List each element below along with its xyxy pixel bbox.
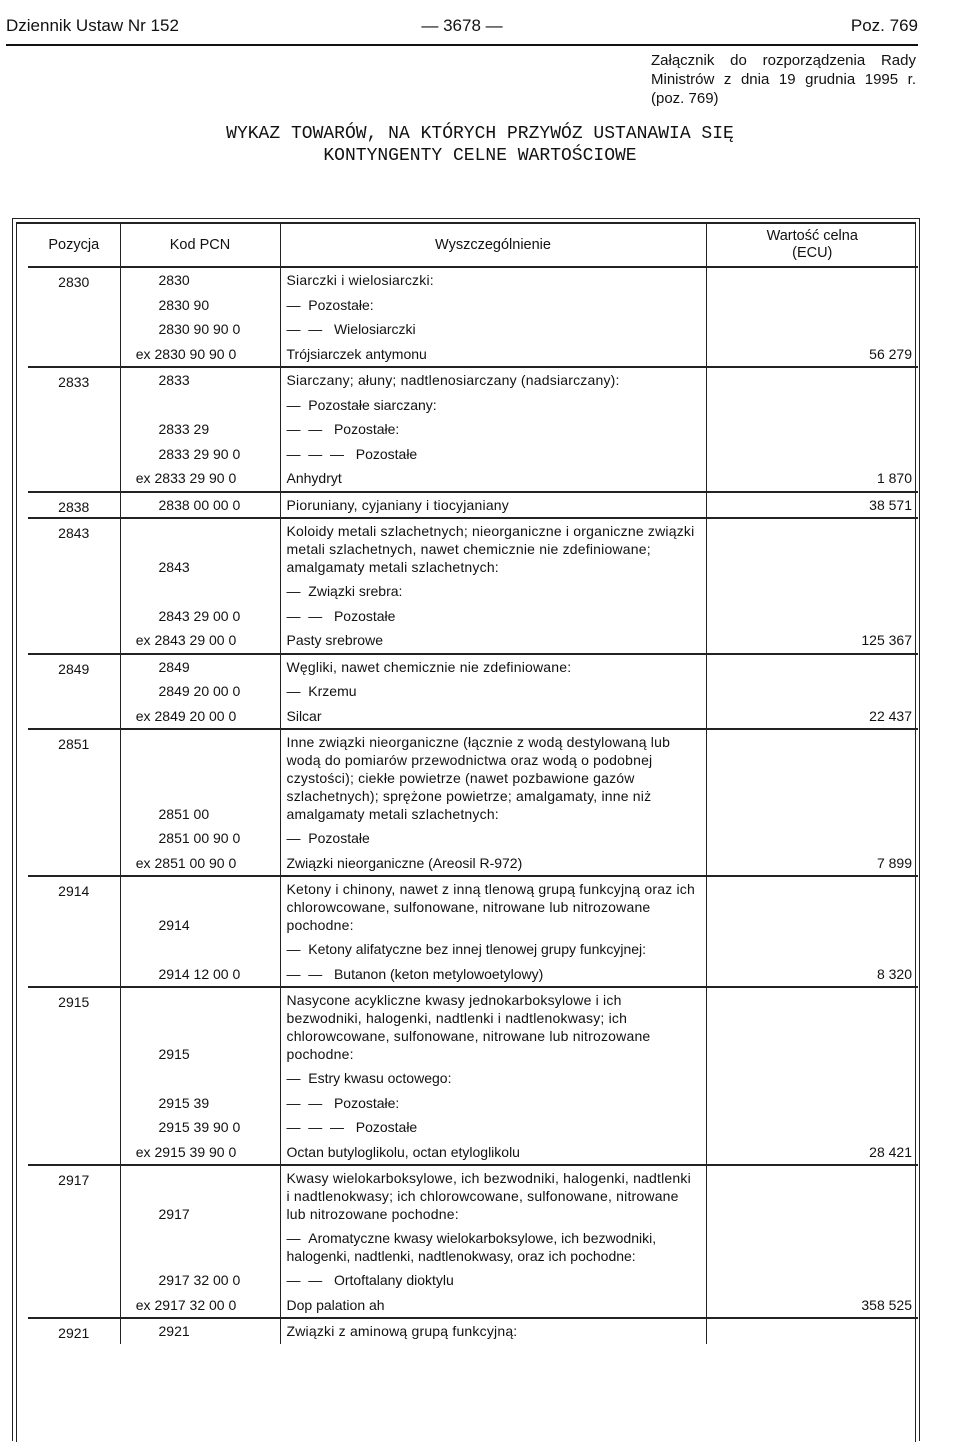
description-line: Siarczki i wielosiarczki: (286, 272, 434, 288)
position-cell: 2830 (28, 267, 120, 367)
code-line (121, 519, 280, 579)
ex-marker: ex (135, 1296, 151, 1313)
code-cell (120, 654, 280, 730)
quota-table (28, 224, 918, 1344)
ex-marker: ex (135, 345, 151, 362)
code-line (121, 704, 280, 729)
table-row (28, 876, 918, 987)
value-cell (706, 267, 918, 367)
description-cell (280, 1165, 706, 1318)
description-line: — — Pozostałe: (281, 1091, 706, 1116)
pcn-code: 2830 90 90 0 (158, 321, 241, 337)
description-cell (280, 987, 706, 1165)
code-line (121, 293, 280, 318)
position-cell: 2851 (28, 729, 120, 876)
code-line (121, 679, 280, 704)
value-line (707, 655, 919, 680)
code-line (121, 1268, 280, 1293)
document-title-line-2: KONTYNGENTY CELNE WARTOŚCIOWE (323, 146, 637, 166)
value-cell (706, 729, 918, 876)
pcn-code: 2833 29 90 0 (154, 470, 237, 486)
value-line (707, 679, 919, 704)
value-line: 7 899 (876, 854, 912, 871)
description-line: — Związki srebra: (281, 579, 706, 604)
value-line (707, 1166, 919, 1226)
value-line (707, 1319, 919, 1344)
description-line: Kwasy wielokarboksylowe, ich bezwodniki, halogenki, nadtlenki i nadtlenokwasy; ich chlorowcowane, sulfonowane, nitrowane lub nitrozowane pochodne: (286, 1170, 691, 1222)
position-cell: 2849 (28, 654, 120, 730)
page-number: — 3678 — (421, 16, 503, 35)
pcn-code: 2915 39 90 0 (154, 1143, 237, 1160)
description-line: Anhydryt (286, 470, 342, 486)
description-line: Pasty srebrowe (286, 632, 383, 648)
ex-marker: ex (135, 707, 151, 724)
pcn-code: 2843 29 00 0 (158, 607, 241, 624)
value-line: 28 421 (869, 1143, 912, 1160)
description-line: Ketony i chinony, nawet z inną tlenową grupą funkcyjną oraz ich chlorowcowane, sulfonowane, nitrowane lub nitrozowane pochodne: (286, 881, 695, 933)
code-line (121, 962, 280, 987)
description-line: — Krzemu (281, 679, 706, 704)
code-line (121, 1091, 280, 1116)
value-cell (706, 1318, 918, 1344)
value-line (707, 604, 919, 629)
header-value-text: Wartość celna (ECU) (766, 228, 858, 261)
position-cell: 2917 (28, 1165, 120, 1318)
position-cell: 2914 (28, 876, 120, 987)
table-row (28, 492, 918, 519)
table-row (28, 267, 918, 367)
description-line: Związki nieorganiczne (Areosil R-972) (286, 854, 523, 871)
value-line (707, 730, 919, 826)
table-body (28, 267, 918, 1344)
value-line (707, 519, 919, 579)
description-line: Nasycone acykliczne kwasy jednokarboksylowe i ich bezwodniki, halogenki, nadtlenki i nadtlenokwasy; ich chlorowcowane, sulfonowane, nitrowane lub nitrozowane pochodne: (286, 992, 651, 1062)
code-line (121, 268, 280, 293)
pcn-code: 2833 29 90 0 (158, 445, 241, 462)
pcn-code: 2849 20 00 0 (158, 683, 241, 699)
code-line (121, 417, 280, 442)
code-cell (120, 876, 280, 987)
description-cell (280, 654, 706, 730)
description-line: — — Ortoftalany dioktylu (281, 1268, 706, 1293)
code-line (121, 655, 280, 680)
code-line (121, 1319, 280, 1344)
value-line (707, 1226, 919, 1268)
description-line: — — Butanon (keton metylowoetylowy) (281, 962, 706, 987)
pcn-code: 2921 (158, 1323, 190, 1339)
value-line: 125 367 (861, 632, 912, 648)
description-cell (280, 518, 706, 654)
pcn-code: 2851 00 90 0 (154, 854, 237, 871)
value-line (707, 368, 919, 393)
description-line: — — Pozostałe (281, 604, 706, 629)
code-line (121, 1140, 280, 1165)
code-line (121, 1066, 280, 1091)
value-line: 56 279 (869, 345, 912, 362)
position-number: Poz. 769 (850, 16, 918, 35)
value-line (707, 417, 919, 442)
description-line: Dop palation ah (286, 1296, 385, 1313)
description-line: — — Pozostałe (281, 1115, 706, 1140)
description-line: Węgliki, nawet chemicznie nie zdefiniowane: (286, 658, 572, 675)
code-line (121, 826, 280, 851)
pcn-code: 2849 20 00 0 (154, 707, 237, 724)
pcn-code: 2830 90 (158, 296, 210, 313)
pcn-code: 2843 (158, 559, 190, 575)
ex-marker: ex (135, 632, 151, 648)
description-line: — Ketony alifatyczne bez innej tlenowej grupy funkcyjnej: (281, 937, 706, 962)
description-line: Pioruniany, cyjaniany i tiocyjaniany (286, 496, 509, 513)
value-line (707, 393, 919, 418)
code-line (121, 628, 280, 653)
header-desc: Wyszczególnienie (280, 224, 706, 267)
value-line: 358 525 (861, 1296, 912, 1313)
code-cell (120, 729, 280, 876)
pcn-code: 2915 (158, 1046, 190, 1062)
description-line: — Pozostałe siarczany: (281, 393, 706, 418)
description-line: Związki z aminową grupą funkcyjną: (286, 1323, 518, 1339)
code-line (121, 493, 280, 518)
value-line (707, 877, 919, 937)
position-cell: 2843 (28, 518, 120, 654)
code-line (121, 342, 280, 367)
code-line (121, 604, 280, 629)
table-row (28, 518, 918, 654)
value-line (707, 1268, 919, 1293)
pcn-code: 2917 32 00 0 (158, 1272, 241, 1288)
value-cell (706, 367, 918, 492)
code-line (121, 442, 280, 467)
position-cell: 2838 (28, 492, 120, 519)
header-pos: Pozycja (28, 224, 120, 267)
code-cell (120, 1165, 280, 1318)
description-line: — — Pozostałe (281, 442, 706, 467)
description-cell (280, 267, 706, 367)
description-cell (280, 729, 706, 876)
value-line (707, 1091, 919, 1116)
value-line: 38 571 (869, 496, 912, 513)
description-line: — Estry kwasu octowego: (281, 1066, 706, 1091)
table-row (28, 1318, 918, 1344)
code-line (121, 1115, 280, 1140)
pcn-code: 2833 (158, 372, 190, 388)
description-line: — Pozostałe: (281, 293, 706, 318)
pcn-code: 2838 00 00 0 (158, 496, 241, 513)
code-line (121, 393, 280, 418)
pcn-code: 2915 39 90 0 (158, 1119, 241, 1135)
pcn-code: 2915 39 (158, 1094, 210, 1111)
value-cell (706, 876, 918, 987)
value-line: 1 870 (876, 470, 912, 486)
code-line (121, 466, 280, 491)
ex-marker: ex (135, 1143, 151, 1160)
code-line (121, 988, 280, 1066)
value-line (707, 579, 919, 604)
ex-marker: ex (135, 854, 151, 871)
description-line: — Aromatyczne kwasy wielokarboksylowe, ich bezwodniki, halogenki, nadtlenki, nadtlenokwasy, oraz ich pochodne: (281, 1226, 706, 1268)
value-line (707, 268, 919, 293)
pcn-code: 2851 00 90 0 (158, 830, 241, 846)
value-cell (706, 1165, 918, 1318)
code-line (121, 1226, 280, 1268)
value-line (707, 442, 919, 467)
value-line (707, 317, 919, 342)
description-line: Siarczany; ałuny; nadtlenosiarczany (nadsiarczany): (286, 372, 620, 388)
description-line: — — Pozostałe: (281, 417, 706, 442)
code-line (121, 317, 280, 342)
value-cell (706, 518, 918, 654)
code-cell (120, 1318, 280, 1344)
header-rule (6, 44, 918, 46)
value-line (707, 1066, 919, 1091)
value-line: 22 437 (869, 707, 912, 724)
document-title-line-1: WYKAZ TOWARÓW, NA KTÓRYCH PRZYWÓZ USTANAWIA SIĘ (226, 124, 734, 144)
description-line: — Pozostałe (281, 826, 706, 851)
pcn-code: 2830 90 90 0 (154, 345, 237, 362)
journal-title: Dziennik Ustaw Nr 152 (6, 16, 179, 35)
code-line (121, 937, 280, 962)
table-row (28, 367, 918, 492)
table-row (28, 987, 918, 1165)
code-cell (120, 367, 280, 492)
pcn-code: 2851 00 (158, 806, 210, 822)
code-cell (120, 518, 280, 654)
ex-marker: ex (135, 470, 151, 486)
code-line (121, 579, 280, 604)
description-line: Silcar (286, 707, 322, 724)
description-line: — — Wielosiarczki (281, 317, 706, 342)
description-line: Koloidy metali szlachetnych; nieorganiczne i organiczne związki metali szlachetnych, nawet chemicznie nie zdefiniowane; amalgamaty metali szlachetnych: (286, 523, 695, 575)
value-line (707, 988, 919, 1066)
code-line (121, 368, 280, 393)
annex-note: Załącznik do rozporządzenia Rady Ministrów z dnia 19 grudnia 1995 r. (poz. 769) (651, 52, 916, 107)
position-cell: 2921 (28, 1318, 120, 1344)
description-line: Inne związki nieorganiczne (łącznie z wodą destylowaną lub wodą do pomiarów przewodnictwa oraz wodą o podobnej czystości); ciekłe powietrze (nawet pozbawione gazów szlachetnych); sprężone powietrze; amalgamaty, inne niż amalgamaty metali szlachetnych: (286, 734, 671, 822)
code-line (121, 851, 280, 876)
value-cell (706, 987, 918, 1165)
position-cell: 2915 (28, 987, 120, 1165)
code-line (121, 1166, 280, 1226)
header-code: Kod PCN (120, 224, 280, 267)
pcn-code: 2833 29 (158, 421, 210, 437)
table-row (28, 729, 918, 876)
table-row (28, 654, 918, 730)
value-cell (706, 654, 918, 730)
value-line (707, 1115, 919, 1140)
value-line: 8 320 (876, 965, 912, 982)
description-cell (280, 492, 706, 519)
description-cell (280, 367, 706, 492)
pcn-code: 2843 29 00 0 (154, 632, 237, 648)
description-line: Trójsiarczek antymonu (286, 345, 427, 362)
description-line: Octan butyloglikolu, octan etyloglikolu (286, 1143, 520, 1160)
code-line (121, 1293, 280, 1318)
value-line (707, 937, 919, 962)
header-value (706, 224, 918, 267)
table-row (28, 1165, 918, 1318)
description-cell (280, 876, 706, 987)
pcn-code: 2830 (158, 272, 190, 288)
pcn-code: 2849 (158, 658, 190, 675)
pcn-code: 2917 (158, 1206, 190, 1222)
position-cell: 2833 (28, 367, 120, 492)
table-header-row (28, 224, 918, 267)
code-line (121, 730, 280, 826)
description-cell (280, 1318, 706, 1344)
code-cell (120, 492, 280, 519)
value-line (707, 826, 919, 851)
code-cell (120, 267, 280, 367)
pcn-code: 2914 12 00 0 (158, 965, 241, 982)
pcn-code: 2917 32 00 0 (154, 1296, 237, 1313)
pcn-code: 2914 (158, 917, 190, 933)
code-line (121, 877, 280, 937)
code-cell (120, 987, 280, 1165)
value-line (707, 293, 919, 318)
value-cell (706, 492, 918, 519)
